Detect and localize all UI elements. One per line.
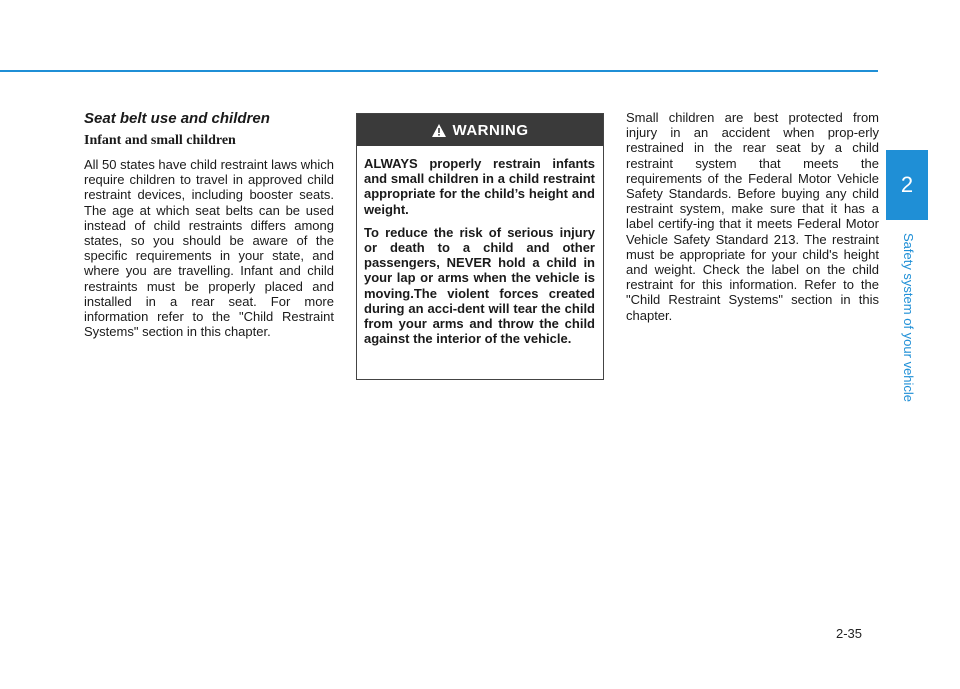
header-rule: [0, 70, 878, 72]
warning-triangle-icon: [432, 124, 446, 137]
warning-label: WARNING: [452, 121, 529, 139]
warning-paragraph-2: To reduce the risk of serious injury or death to a child and other passengers, NEVER hold a child in your lap or arms when the vehicle is moving.The violent forces created during an acci-dent will tear the child from your arms and throw the child against the interior of the vehicle.: [364, 224, 595, 347]
left-body-text: All 50 states have child restraint laws which require children to travel in approved child restraint devices, including booster seats. The age at which seat belts can be used instead of child restraints differs among states, so you should be aware of the specific requirements in your state, and where you are travelling. Infant and child restraints must be properly placed and installed in a rear seat. For more information refer to the "Child Restraint Systems" section in this chapter.: [84, 157, 335, 340]
page-number: 2-35: [836, 626, 863, 641]
section-title: Seat belt use and children: [84, 110, 270, 127]
subheading: Infant and small children: [84, 133, 236, 148]
warning-paragraph-1: ALWAYS properly restrain infants and small children in a child restraint appropriate for the child’s height and weight.: [364, 156, 595, 217]
left-column: [84, 110, 334, 339]
warning-box: [356, 113, 604, 380]
right-body-text: Small children are best protected from injury in an accident when prop-erly restrained in the rear seat by a child restraint system that meets the requirements of the Federal Motor Vehicle Safety Standards. Before buying any child restraint system, make sure that it has a label certify-ing that it meets Federal Motor Vehicle Safety Standard 213. The restraint must be appropriate for your child's height and weight. Check the label on the child restraint for this information. Refer to the "Child Restraint Systems" section in this chapter.: [626, 110, 879, 323]
chapter-side-title: [896, 232, 922, 402]
chapter-title: Safety system of your vehicle: [901, 232, 917, 402]
warning-header: [357, 114, 603, 146]
chapter-number-tab: [886, 150, 928, 220]
chapter-number: 2: [900, 172, 914, 197]
right-column: [626, 110, 879, 323]
warning-body: [357, 146, 603, 346]
